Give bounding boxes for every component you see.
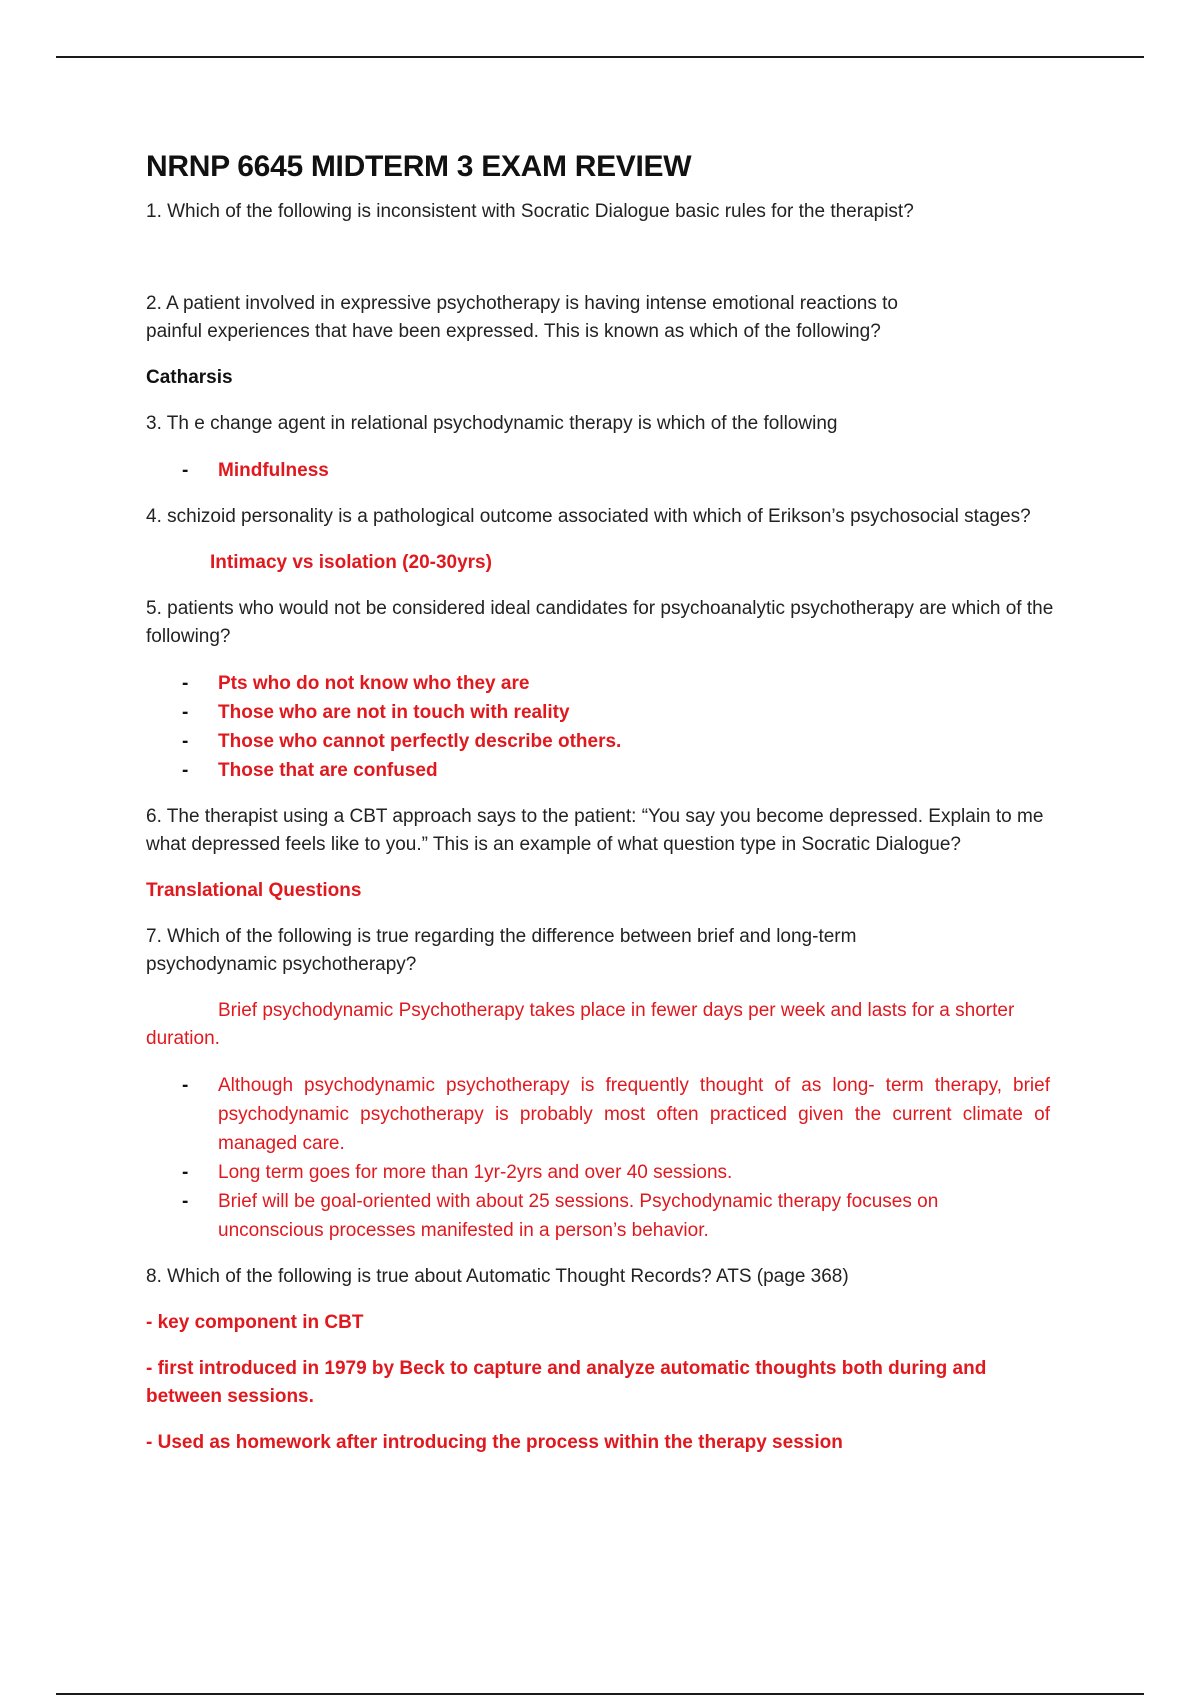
- question-7-line-2: psychodynamic psychotherapy?: [146, 954, 417, 975]
- question-1: 1. Which of the following is inconsistent with Socratic Dialogue basic rules for the therapist?: [146, 201, 914, 222]
- answer-5-item: - Those who are not in touch with reality: [146, 698, 1086, 727]
- question-2-line-2: painful experiences that have been expressed. This is known as which of the following?: [146, 321, 881, 342]
- question-2-line-1: 2. A patient involved in expressive psychotherapy is having intense emotional reactions to: [146, 293, 899, 314]
- answer-2: Catharsis: [146, 367, 233, 388]
- answer-8-item: - Used as homework after introducing the process within the therapy session: [146, 1432, 843, 1453]
- question-3: 3. Th e change agent in relational psychodynamic therapy is which of the following: [146, 413, 838, 434]
- answer-4: Intimacy vs isolation (20-30yrs): [210, 552, 492, 573]
- question-7-line-1: 7. Which of the following is true regarding the difference between brief and long-term: [146, 926, 857, 947]
- answer-8-item: - key component in CBT: [146, 1312, 364, 1333]
- question-6: 6. The therapist using a CBT approach says to the patient: “You say you become depressed. Explain to me what depressed feels like to you.” This is an example of what question type in Socratic Dialogue?: [146, 806, 1044, 855]
- answer-7-item: - Brief will be goal-oriented with about 25 sessions. Psychodynamic therapy focuses on unconscious processes manifested in a person’s behavior.: [146, 1187, 1086, 1245]
- answer-3-list: [146, 456, 1086, 485]
- question-8: 8. Which of the following is true about Automatic Thought Records? ATS (page 368): [146, 1266, 849, 1287]
- question-5: 5. patients who would not be considered ideal candidates for psychoanalytic psychotherapy are which of the following?: [146, 598, 1054, 647]
- answer-5-list: [146, 669, 1086, 785]
- question-4: 4. schizoid personality is a pathological outcome associated with which of Erikson’s psychosocial stages?: [146, 506, 1031, 527]
- answer-7-item: - Long term goes for more than 1yr-2yrs and over 40 sessions.: [146, 1158, 1086, 1187]
- answer-3: - Mindfulness: [146, 456, 1086, 485]
- answer-5-item: - Those who cannot perfectly describe others.: [146, 727, 1086, 756]
- document-page: [146, 150, 1086, 1475]
- answer-5-item: - Those that are confused: [146, 756, 1086, 785]
- answer-7-list: [146, 1071, 1086, 1245]
- answer-7-intro: Brief psychodynamic Psychotherapy takes place in fewer days per week and lasts for a shorter duration.: [146, 1000, 1015, 1049]
- document-title: NRNP 6645 MIDTERM 3 EXAM REVIEW: [146, 150, 692, 183]
- header-rule: [56, 56, 1144, 58]
- answer-8-item: - first introduced in 1979 by Beck to capture and analyze automatic thoughts both during and between sessions.: [146, 1358, 987, 1407]
- footer-rule: [56, 1693, 1144, 1695]
- answer-6: Translational Questions: [146, 880, 362, 901]
- answer-5-item: - Pts who do not know who they are: [146, 669, 1086, 698]
- answer-7-item: - Although psychodynamic psychotherapy is frequently thought of as long- term therapy, brief psychodynamic psychotherapy is probably most often practiced given the current climate of managed care.: [146, 1071, 1086, 1158]
